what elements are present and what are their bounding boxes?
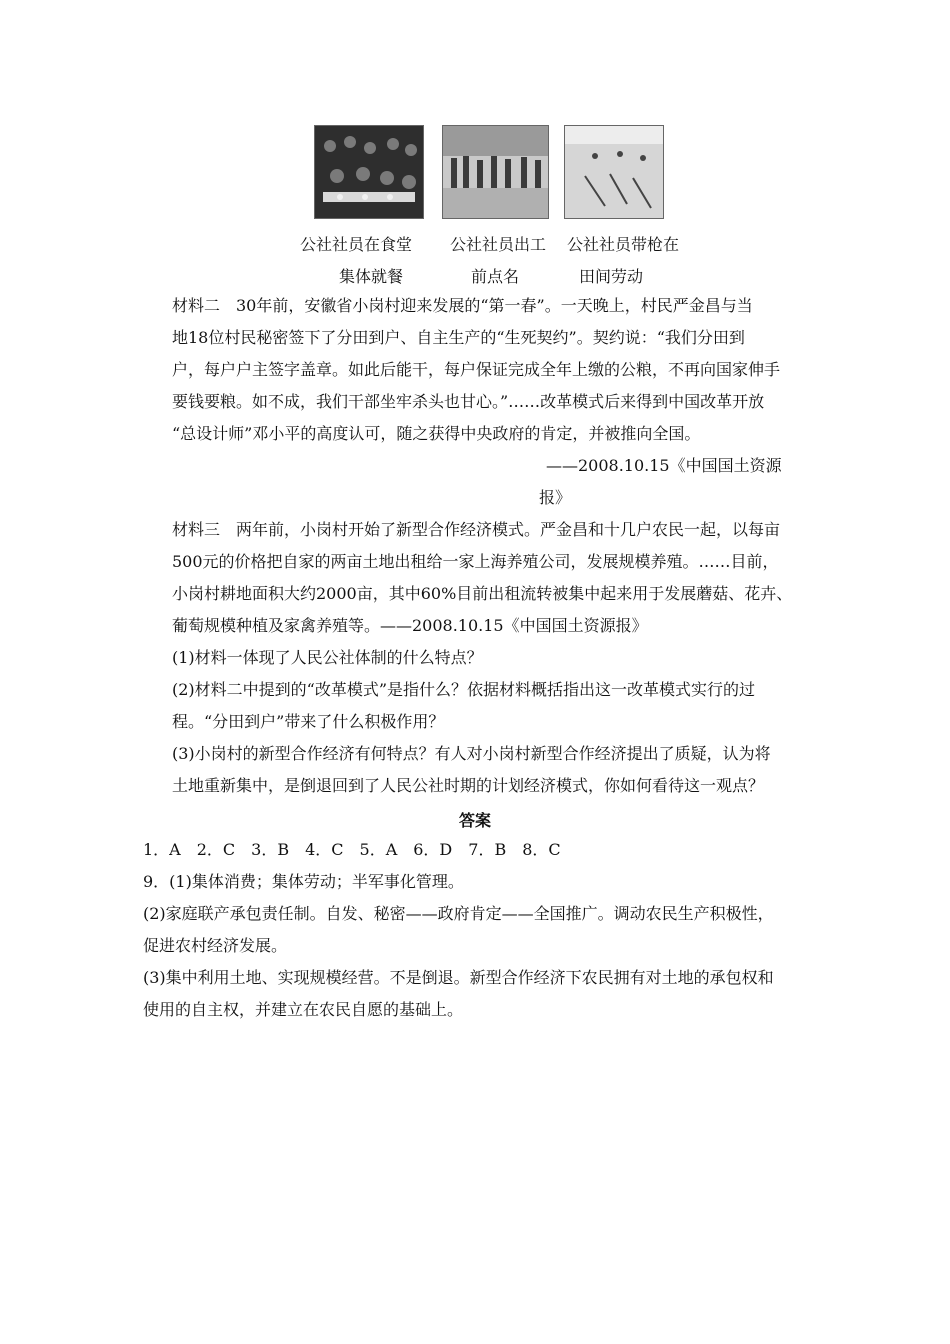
answer-line: 使用的自主权，并建立在农民自愿的基础上。 [143, 1000, 464, 1019]
material3-line: 500元的价格把自家的两亩土地出租给一家上海养殖公司，发展规模养殖。……目前， [172, 552, 779, 571]
question-2-cont: 程。“分田到户”带来了什么积极作用？ [172, 712, 445, 731]
caption-1-line1: 公社社员在食堂 [300, 235, 413, 254]
question-3-cont: 土地重新集中，是倒退回到了人民公社时期的计划经济模式，你如何看待这一观点？ [172, 776, 765, 795]
caption-3-line2: 田间劳动 [579, 267, 644, 286]
answer-line: 1．A 2．C 3．B 4．C 5．A 6．D 7．B 8．C [143, 840, 561, 859]
material2-line: 地18位村民秘密签下了分田到户、自主生产的“生死契约”。契约说：“我们分田到 [172, 328, 745, 347]
answer-line: 促进农村经济发展。 [143, 936, 288, 955]
rollcall-photo [442, 125, 549, 219]
material2-line: 户，每户户主签字盖章。如此后能干，每户保证完成全年上缴的公粮，不再向国家伸手 [172, 360, 781, 379]
question-3: (3)小岗村的新型合作经济有何特点？有人对小岗村新型合作经济提出了质疑，认为将 [172, 744, 771, 763]
answers-heading: 答案 [458, 811, 491, 830]
material3-line: 小岗村耕地面积大约2000亩，其中60%目前出租流转被集中起来用于发展蘑菇、花卉、 [172, 584, 793, 603]
question-2: (2)材料二中提到的“改革模式”是指什么？依据材料概括指出这一改革模式实行的过 [172, 680, 756, 699]
field-photo-image [565, 126, 663, 218]
answer-line: (3)集中利用土地、实现规模经营。不是倒退。新型合作经济下农民拥有对土地的承包权和 [143, 968, 774, 987]
canteen-photo-image [315, 126, 423, 218]
material2-line: “总设计师”邓小平的高度认可，随之获得中央政府的肯定，并被推向全国。 [172, 424, 701, 443]
answer-line: (2)家庭联产承包责任制。自发、秘密——政府肯定——全国推广。调动农民生产积极性， [143, 904, 774, 923]
material3-line: 材料三 两年前，小岗村开始了新型合作经济模式。严金昌和十几户农民一起，以每亩 [172, 520, 781, 539]
material2-source-cont: 报》 [539, 488, 572, 507]
caption-2-line1: 公社社员出工 [450, 235, 547, 254]
material2-line: 材料二 30年前，安徽省小岗村迎来发展的“第一春”。一天晚上，村民严金昌与当 [172, 296, 753, 315]
caption-3-line1: 公社社员带枪在 [567, 235, 680, 254]
field-photo [564, 125, 664, 219]
caption-2-line2: 前点名 [471, 267, 520, 286]
material3-line: 葡萄规模种植及家禽养殖等。——2008.10.15《中国国土资源报》 [172, 616, 648, 635]
material2-line: 要钱要粮。如不成，我们干部坐牢杀头也甘心。”……改革模式后来得到中国改革开放 [172, 392, 765, 411]
material2-source: ——2008.10.15《中国国土资源 [546, 456, 782, 475]
rollcall-photo-image [443, 126, 548, 218]
photo-strip [314, 125, 664, 217]
caption-1-line2: 集体就餐 [339, 267, 404, 286]
canteen-photo [314, 125, 424, 219]
answer-line: 9．(1)集体消费；集体劳动；半军事化管理。 [143, 872, 464, 891]
question-1: (1)材料一体现了人民公社体制的什么特点？ [172, 648, 483, 667]
